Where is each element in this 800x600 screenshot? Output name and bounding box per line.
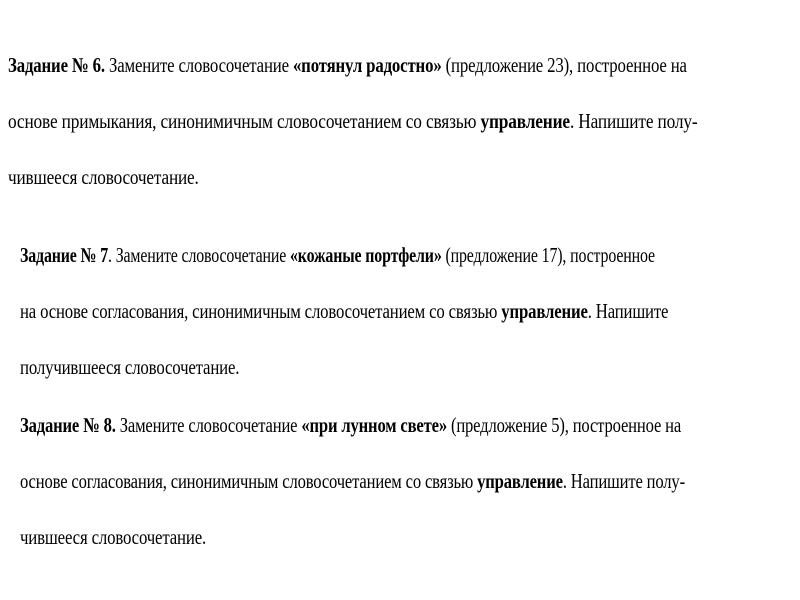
task-8-line-2 xyxy=(20,468,685,494)
task-7-text: получившееся словосочетание. xyxy=(20,355,240,379)
task-6-text: Замените словосочетание xyxy=(104,53,293,77)
task-7-text: на основе согласования, синонимичным словосочетанием со связью xyxy=(20,299,502,323)
task-7-text: (предложение 17), построенное xyxy=(441,243,655,267)
task-7-line-2 xyxy=(20,298,668,324)
task-7-connection-type: управление xyxy=(501,299,588,323)
task-8-connection-type: управление xyxy=(477,469,563,493)
task-6-heading: Задание № 6. xyxy=(8,53,105,77)
task-8-text: . Напишите полу- xyxy=(562,469,685,493)
task-8-phrase: «при лунном свете» xyxy=(301,413,447,437)
task-6-line-3 xyxy=(8,164,199,190)
task-7-text: . Напишите xyxy=(587,299,669,323)
task-6-line-1 xyxy=(8,52,687,78)
task-8-heading: Задание № 8. xyxy=(20,413,116,437)
task-8-line-1 xyxy=(20,412,681,438)
task-6-text: (предложение 23), построенное на xyxy=(441,53,687,77)
task-8-text: (предложение 5), построенное на xyxy=(446,413,682,437)
task-6-phrase: «потянул радостно» xyxy=(292,53,442,77)
task-6-text: чившееся словосочетание. xyxy=(8,165,199,189)
task-7-text: . Замените словосочетание xyxy=(108,243,290,267)
task-8-text: чившееся словосочетание. xyxy=(20,525,207,549)
task-6-line-2 xyxy=(8,108,697,134)
task-8-text: основе согласования, синонимичным словосочетанием со связью xyxy=(20,469,478,493)
task-7-heading: Задание № 7 xyxy=(20,243,109,267)
task-6-text: основе примыкания, синонимичным словосочетанием со связью xyxy=(8,109,481,133)
task-7-phrase: «кожаные портфели» xyxy=(289,243,442,267)
task-7-line-3 xyxy=(20,354,239,380)
task-8-line-3 xyxy=(20,524,206,550)
task-8-text: Замените словосочетание xyxy=(115,413,302,437)
task-6-text: . Напишите полу- xyxy=(569,109,698,133)
task-6-connection-type: управление xyxy=(480,109,570,133)
task-7-line-1 xyxy=(20,242,655,268)
